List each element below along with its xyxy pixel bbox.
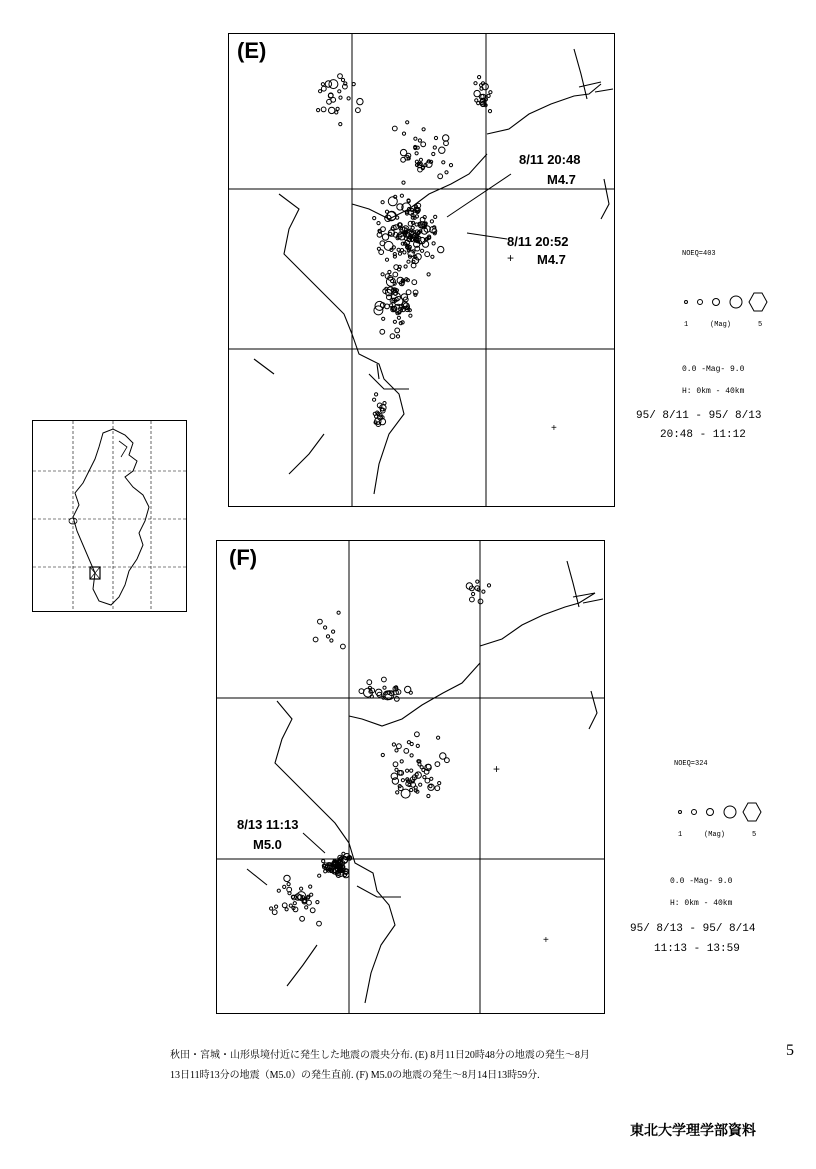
epicenter-marker [423,776,426,779]
epicenter-marker [475,99,478,102]
legend-f-depth-range: H: 0km - 40km [670,899,733,908]
epicenter-marker [325,81,331,87]
epicenter-marker [319,90,322,93]
epicenter-marker [407,260,410,263]
epicenter-marker [402,132,405,135]
epicenter-marker [429,785,432,788]
epicenter-marker [339,123,342,126]
epicenter-marker [285,908,288,911]
epicenter-marker [402,181,405,184]
epicenter-marker [338,90,341,93]
epicenter-marker [272,910,277,915]
epicenter-marker [384,241,393,250]
epicenter-marker [434,136,437,139]
epicenter-marker [382,317,385,320]
epicenter-marker [381,201,384,204]
epicenter-marker [432,242,435,245]
legend-e-time-range: 20:48 - 11:12 [660,429,746,441]
epicenter-marker [270,907,273,910]
legend-e-scale-mid: (Mag) [710,321,732,329]
epicenter-marker [326,635,329,638]
epicenter-marker [335,111,338,114]
epicenter-marker [437,736,440,739]
epicenter-marker [382,234,388,240]
epicenter-marker [305,906,308,909]
epicenter-marker [400,194,403,197]
legend-e [630,245,810,455]
epicenter-marker [431,255,434,258]
epicenter-marker [470,597,475,602]
svg-text:+: + [543,935,549,946]
epicenter-marker [316,901,319,904]
epicenter-marker [393,255,396,258]
epicenter-marker [406,121,409,124]
epicenter-marker [307,900,312,905]
epicenter-marker [472,592,475,595]
epicenter-marker [318,874,321,877]
panel-e-annotation-1-date: 8/11 20:48 [519,152,581,167]
epicenter-marker [400,149,406,155]
epicenter-marker [341,78,344,81]
epicenter-marker [388,270,391,273]
epicenter-marker [342,852,345,855]
epicenter-marker [415,773,418,776]
footer-source: 東北大学理学部資料 [630,1122,756,1138]
epicenter-marker [375,415,378,418]
epicenter-marker [443,135,449,141]
legend-f-scale-mid: (Mag) [704,831,726,839]
epicenter-marker [442,161,445,164]
epicenter-marker [385,258,388,261]
epicenter-marker [389,232,392,235]
epicenter-marker [398,252,401,255]
figure-caption [170,1046,760,1086]
epicenter-marker [378,230,381,233]
epicenter-marker [421,249,424,252]
epicenter-marker [381,273,384,276]
epicenter-marker [329,107,335,113]
epicenter-marker [394,195,397,198]
epicenter-marker [336,107,339,110]
epicenter-marker [284,875,290,881]
epicenter-marker [380,329,385,334]
epicenter-marker [419,158,422,161]
epicenter-marker [415,160,418,163]
epicenter-marker [398,223,401,226]
epicenter-marker [416,146,419,149]
epicenter-marker [410,769,413,772]
epicenter-marker [418,760,421,763]
epicenter-marker [277,889,280,892]
epicenter-marker [435,786,440,791]
epicenter-marker [380,241,385,246]
page-number: 5 [786,1042,794,1059]
epicenter-marker [406,769,409,772]
epicenter-marker [392,126,397,131]
epicenter-marker [427,794,430,797]
legend-e-date-range: 95/ 8/11 - 95/ 8/13 [636,410,762,422]
epicenter-marker [367,680,372,685]
map-panel-f [216,540,605,1014]
legend-f [630,755,810,965]
epicenter-marker [438,246,444,252]
map-f-canvas [217,541,604,1013]
epicenter-marker [356,108,361,113]
epicenter-marker [414,137,417,140]
epicenter-marker [419,783,422,786]
epicenter-marker [418,139,421,142]
legend-e-mag-range: 0.0 -Mag- 9.0 [682,365,745,374]
epicenter-marker [435,762,440,767]
panel-f-label: (F) [229,545,258,570]
epicenter-marker [395,749,398,752]
epicenter-marker [357,98,363,104]
panel-f-annotation-1-mag: M5.0 [253,837,282,852]
epicenter-marker [409,314,412,317]
caption-line-1: 秋田・宮城・山形県境付近に発生した地震の震央分布. (E) 8月11日20時48分の地震の発生～8月 [170,1050,590,1061]
epicenter-marker [449,164,452,167]
legend-f-scale-icon [674,797,774,827]
epicenter-marker [393,762,398,767]
epicenter-marker [423,216,426,219]
legend-e-scale-max: 5 [758,321,763,329]
epicenter-marker [381,753,384,756]
epicenter-marker [359,689,364,694]
legend-f-scale-max: 5 [752,831,757,839]
epicenter-marker [275,905,278,908]
epicenter-marker [375,393,378,396]
epicenter-marker [416,744,419,747]
epicenter-marker [377,222,380,225]
epicenter-marker [410,754,413,757]
inset-map-canvas [33,421,186,611]
boundary-lines-e [254,49,613,494]
epicenter-marker [283,885,286,888]
epicenter-marker [438,782,441,785]
epicenters-e [317,74,493,427]
map-e-canvas [229,34,614,506]
epicenter-marker [401,779,404,782]
epicenter-marker [382,677,387,682]
epicenter-marker [445,171,448,174]
epicenter-marker [317,921,322,926]
epicenter-marker [373,217,376,220]
legend-e-scale-min: 1 [684,321,689,329]
epicenter-marker [482,83,488,89]
epicenter-marker [394,697,399,702]
epicenter-marker [403,251,406,254]
epicenter-marker [404,265,407,268]
epicenter-marker [487,584,490,587]
epicenter-marker [433,146,436,149]
epicenter-marker [352,83,355,86]
svg-text:+: + [493,762,501,776]
epicenter-marker [398,265,401,268]
epicenter-marker [427,273,430,276]
epicenter-marker [330,639,333,642]
epicenter-marker [487,94,490,97]
panel-f-annotation-1-date: 8/13 11:13 [237,817,299,832]
panel-e-annotation-2-date: 8/11 20:52 [507,234,569,249]
legend-f-time-range: 11:13 - 13:59 [654,943,740,955]
epicenter-marker [488,110,491,113]
epicenter-marker [396,791,399,794]
panel-e-annotation-1-mag: M4.7 [547,172,576,187]
epicenter-marker [430,777,433,780]
epicenter-marker [318,619,323,624]
epicenter-marker [391,279,394,282]
panel-e-label: (E) [237,38,267,63]
svg-text:+: + [507,251,515,265]
epicenter-marker [438,174,443,179]
epicenter-marker [321,107,326,112]
epicenter-marker [347,97,350,100]
legend-f-count: NOEQ=324 [674,760,708,768]
epicenter-marker [425,252,430,257]
epicenter-marker [404,749,409,754]
epicenter-marker [393,320,396,323]
legend-e-depth-range: H: 0km - 40km [682,387,745,396]
epicenter-marker [397,248,400,251]
epicenter-marker [379,250,384,255]
epicenter-marker [309,885,312,888]
epicenter-marker [410,788,413,791]
epicenter-marker [432,152,435,155]
epicenter-marker [425,778,430,783]
epicenter-marker [393,272,398,277]
epicenter-marker [415,223,418,226]
epicenter-marker [341,644,346,649]
legend-f-mag-range: 0.0 -Mag- 9.0 [670,877,733,886]
epicenter-marker [407,199,410,202]
epicenter-marker [414,786,417,789]
epicenter-marker [422,128,425,131]
epicenter-marker [321,86,326,91]
epicenter-marker [430,220,433,223]
epicenter-marker [300,916,305,921]
epicenter-marker [282,903,287,908]
epicenter-marker [406,290,411,295]
epicenter-marker [439,147,445,153]
epicenter-marker [489,91,492,94]
epicenter-marker [434,215,437,218]
panel-e-annotation-2-mag: M4.7 [537,252,566,267]
epicenter-marker [324,870,327,873]
epicenter-marker [390,334,395,339]
epicenter-marker [412,280,417,285]
legend-f-date-range: 95/ 8/13 - 95/ 8/14 [630,923,756,935]
epicenter-marker [339,96,342,99]
epicenter-marker [482,590,485,593]
epicenter-marker [397,316,400,319]
epicenter-marker [322,860,325,863]
epicenter-marker [395,328,400,333]
epicenter-marker [410,742,413,745]
epicenter-marker [409,691,412,694]
caption-line-2: 13日11時13分の地震（M5.0）の発生直前. (F) M5.0の地震の発生～8月14日13時59分. [170,1070,540,1081]
epicenter-marker [324,626,327,629]
epicenter-marker [401,282,404,285]
epicenter-marker [474,82,477,85]
inset-location-map [32,420,187,612]
grid-e [229,34,614,506]
epicenter-marker [412,260,415,263]
epicenter-marker [478,76,481,79]
pointer-lines-f [303,833,325,853]
epicenter-marker [291,895,294,898]
legend-f-scale-min: 1 [678,831,683,839]
tohoku-outline [73,429,149,605]
epicenter-marker [321,83,324,86]
epicenters-f [270,580,491,926]
epicenter-marker [313,637,318,642]
epicenter-marker [310,908,315,913]
epicenter-marker [310,893,313,896]
epicenter-marker [400,760,403,763]
epicenter-marker [332,630,335,633]
epicenter-marker [293,902,296,905]
legend-e-count: NOEQ=403 [682,250,716,258]
epicenter-marker [287,883,290,886]
epicenter-marker [317,109,320,112]
epicenter-marker [306,896,309,899]
epicenter-marker [392,743,395,746]
epicenter-marker [401,789,410,798]
epicenter-marker [337,611,340,614]
epicenter-marker [383,686,386,689]
pointer-lines-e [447,174,511,239]
epicenter-marker [413,290,418,295]
legend-e-scale-icon [680,287,780,317]
epicenter-marker [300,887,303,890]
epicenter-marker [373,398,376,401]
svg-text:+: + [551,423,557,434]
epicenter-marker [396,335,399,338]
epicenter-marker [338,74,343,79]
epicenter-marker [415,152,418,155]
map-panel-e [228,33,615,507]
epicenter-marker [415,732,420,737]
epicenter-marker [421,142,426,147]
epicenter-marker [476,580,479,583]
epicenter-marker [394,292,397,295]
epicenter-marker [445,758,450,763]
epicenter-marker [397,744,402,749]
